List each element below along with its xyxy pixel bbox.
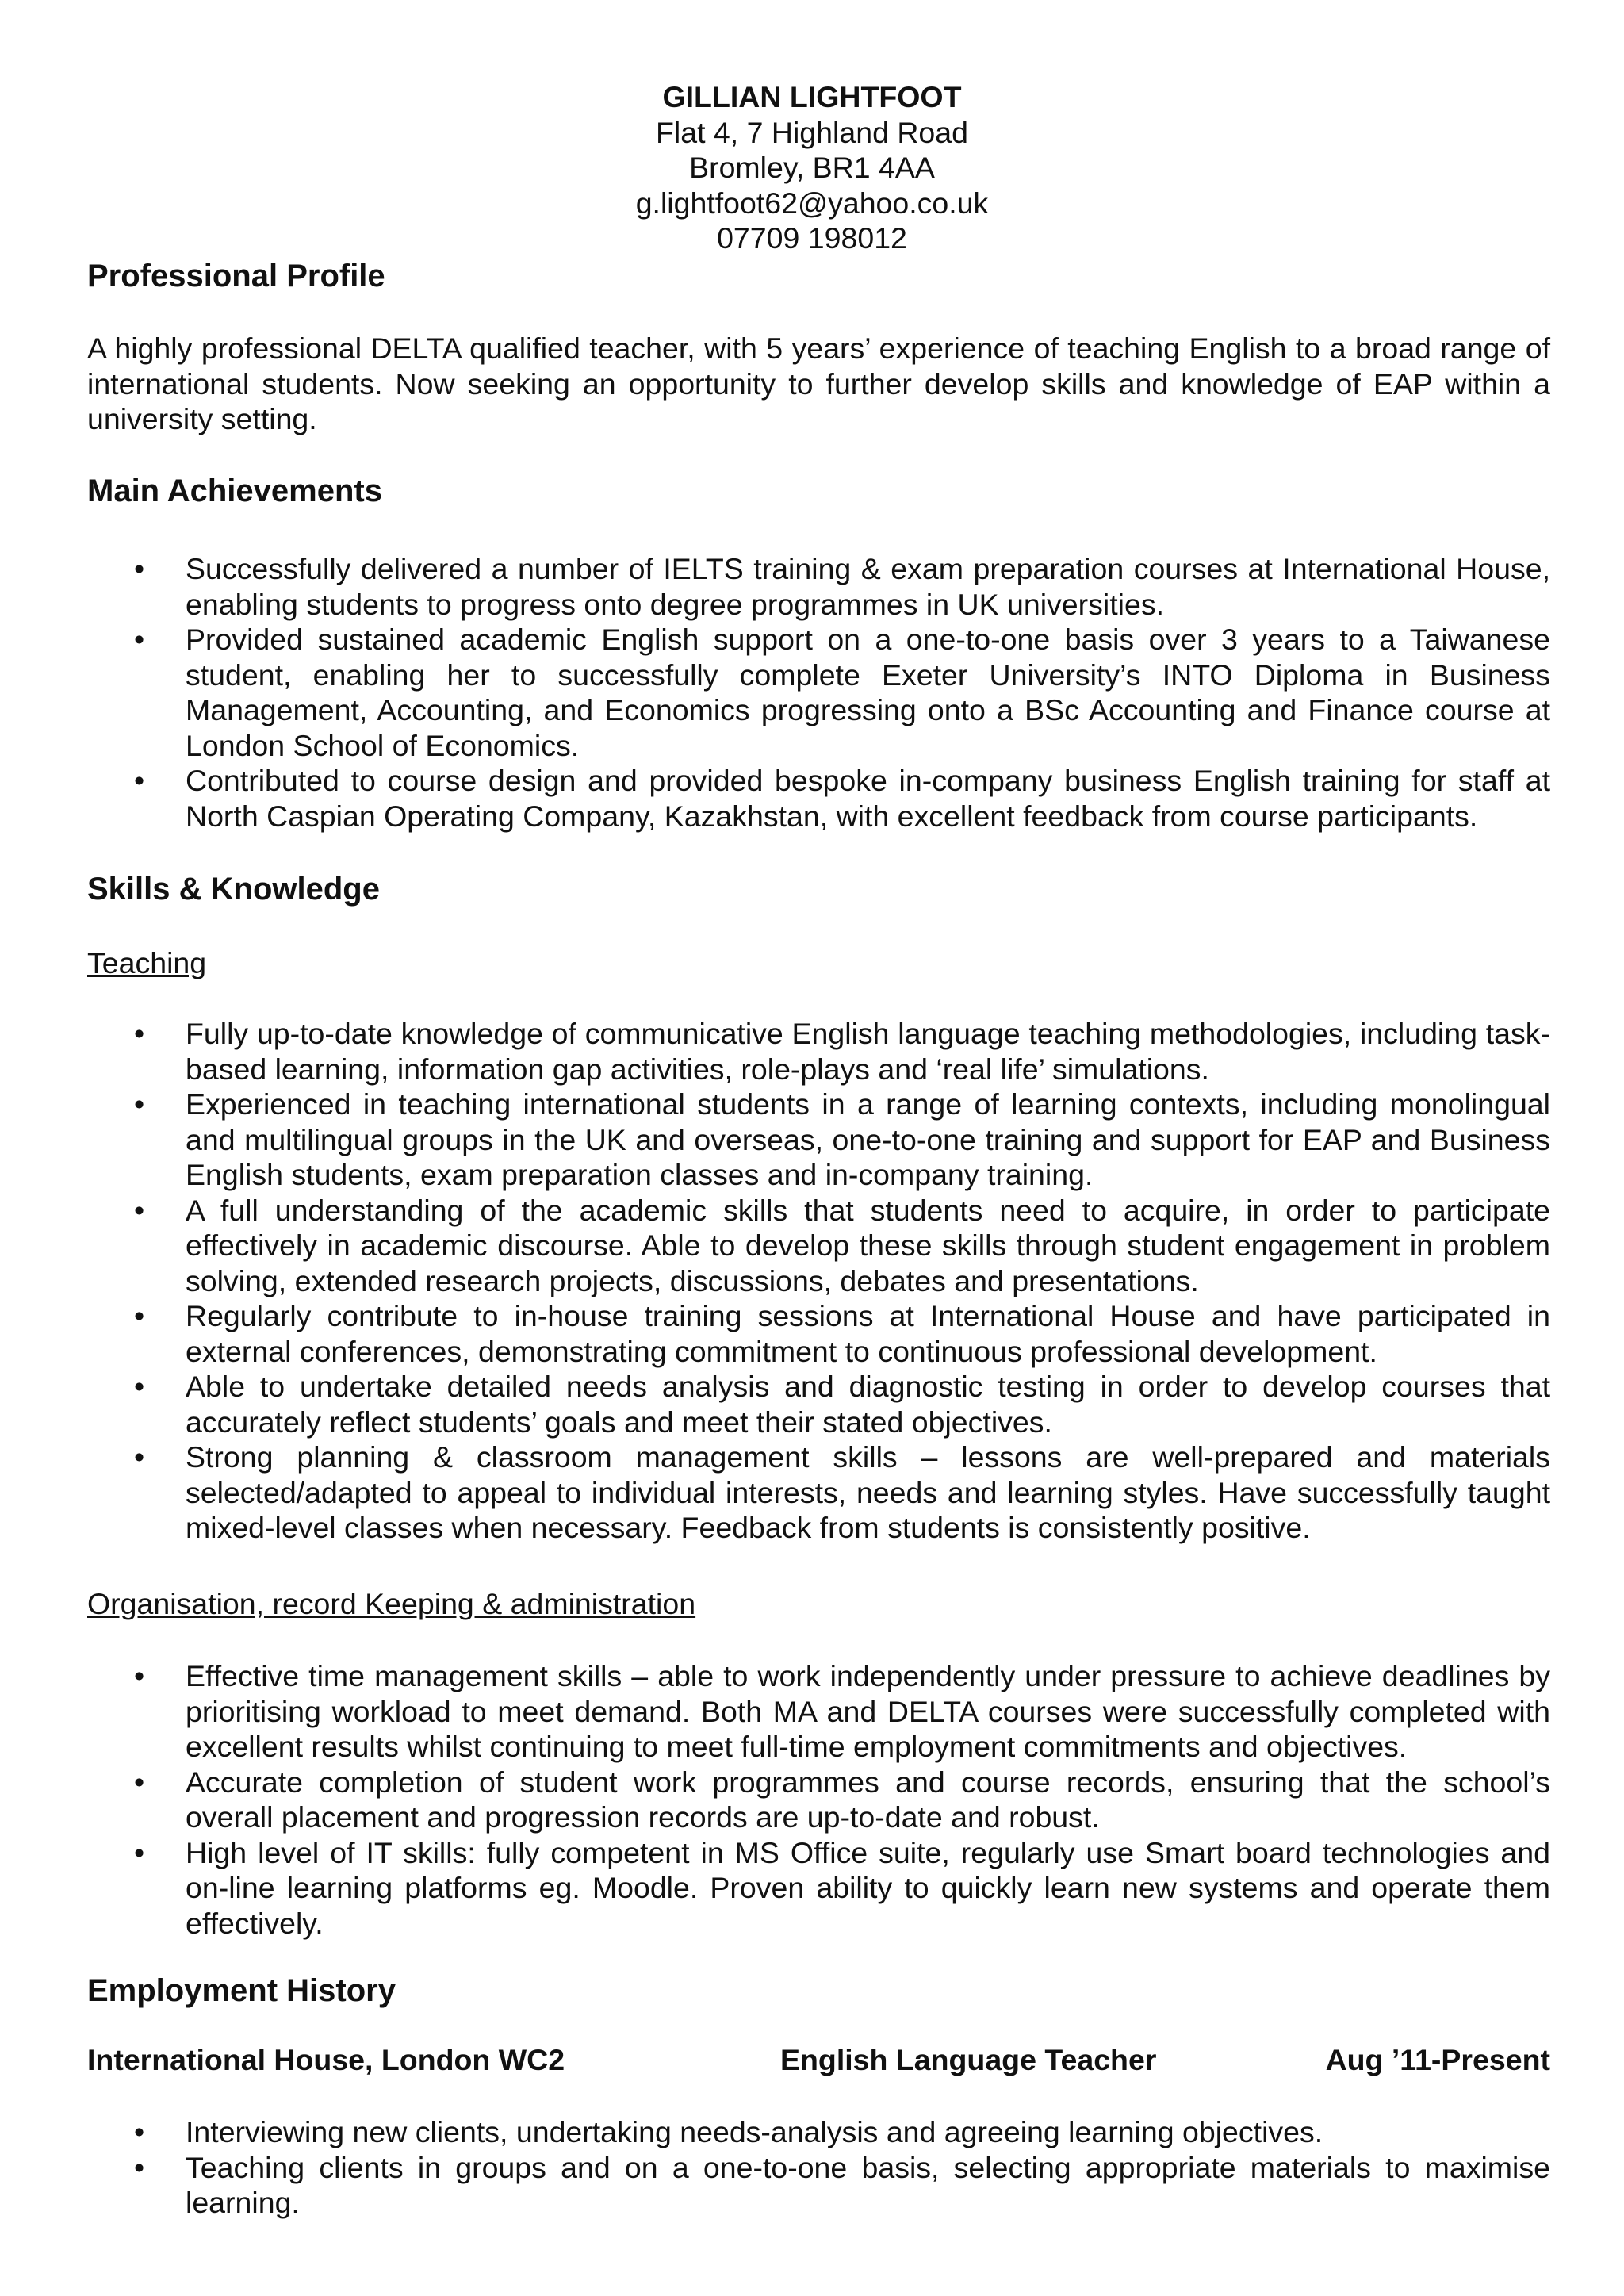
address-line-1: Flat 4, 7 Highland Road xyxy=(656,115,968,149)
list-item: • Accurate completion of student work programmes and course records, ensuring that the school’s overall placement and progression records are up-to-date and robust. xyxy=(87,1765,1550,1835)
list-item: • Interviewing new clients, undertaking needs-analysis and agreeing learning objectives. xyxy=(87,2114,1550,2150)
teaching-subheading: Teaching xyxy=(87,946,207,979)
list-item: • A full understanding of the academic skills that students need to acquire, in order to participate effectively in academic discourse. Able to develop these skills through student engagement in problem solving, extended research projects, discussions, debates and presentations. xyxy=(87,1193,1550,1299)
job-dates: Aug ’11-Present xyxy=(1325,2043,1550,2076)
profile-text: A highly professional DELTA qualified teacher, with 5 years’ experience of teaching English to a broad range of international students. Now seeking an opportunity to further develop skills and knowledge of EAP within a university setting. xyxy=(87,332,1550,435)
teaching-skills-list xyxy=(87,1016,1550,1546)
list-item: • Provided sustained academic English support on a one-to-one basis over 3 years to a Taiwanese student, enabling her to successfully complete Exeter University’s INTO Diploma in Business Management, Accounting, and Economics progressing onto a BSc Accounting and Finance course at London School of Economics. xyxy=(87,622,1550,763)
list-item: • Effective time management skills – able to work independently under pressure to achieve deadlines by prioritising workload to meet demand. Both MA and DELTA courses were successfully completed with excellent results whilst continuing to meet full-time employment commitments and objectives. xyxy=(87,1658,1550,1765)
list-item: • Experienced in teaching international students in a range of learning contexts, including monolingual and multilingual groups in the UK and overseas, one-to-one training and support for EAP and Business English students, exam preparation classes and in-company training. xyxy=(87,1087,1550,1193)
list-item: • Contributed to course design and provided bespoke in-company business English training for staff at North Caspian Operating Company, Kazakhstan, with excellent feedback from course participants. xyxy=(87,763,1550,834)
list-item: • Successfully delivered a number of IELTS training & exam preparation courses at International House, enabling students to progress onto degree programmes in UK universities. xyxy=(87,551,1550,622)
job-position: English Language Teacher xyxy=(780,2043,1157,2076)
organisation-skills-list xyxy=(87,1658,1550,1941)
email-address: g.lightfoot62@yahoo.co.uk xyxy=(635,186,989,220)
list-item: • Able to undertake detailed needs analysis and diagnostic testing in order to develop courses that accurately reflect students’ goals and meet their stated objectives. xyxy=(87,1369,1550,1439)
employment-heading: Employment History xyxy=(87,1973,396,2008)
address-line-2: Bromley, BR1 4AA xyxy=(689,151,935,184)
skills-heading: Skills & Knowledge xyxy=(87,872,380,907)
achievements-list xyxy=(87,551,1550,834)
candidate-name: GILLIAN LIGHTFOOT xyxy=(662,80,962,113)
phone-number: 07709 198012 xyxy=(717,221,907,255)
list-item: • Teaching clients in groups and on a one-to-one basis, selecting appropriate materials to maximise learning. xyxy=(87,2150,1550,2221)
organisation-subheading: Organisation, record Keeping & administration xyxy=(87,1587,696,1620)
achievements-heading: Main Achievements xyxy=(87,473,382,508)
job-duties-list xyxy=(87,2114,1550,2221)
list-item: • Regularly contribute to in-house training sessions at International House and have participated in external conferences, demonstrating commitment to continuous professional development. xyxy=(87,1298,1550,1369)
contact-header xyxy=(0,79,1624,256)
list-item: • High level of IT skills: fully competent in MS Office suite, regularly use Smart board technologies and on-line learning platforms eg. Moodle. Proven ability to quickly learn new systems and operate them effectively. xyxy=(87,1835,1550,1941)
job-employer: International House, London WC2 xyxy=(87,2043,565,2076)
list-item: • Fully up-to-date knowledge of communicative English language teaching methodologies, including task-based learning, information gap activities, role-plays and ‘real life’ simulations. xyxy=(87,1016,1550,1087)
profile-heading: Professional Profile xyxy=(87,259,385,293)
list-item: • Strong planning & classroom management skills – lessons are well-prepared and materials selected/adapted to appeal to individual interests, needs and learning styles. Have successfully taught mixed-level classes when necessary. Feedback from students is consistently positive. xyxy=(87,1439,1550,1546)
job-title-row xyxy=(87,2042,1550,2079)
